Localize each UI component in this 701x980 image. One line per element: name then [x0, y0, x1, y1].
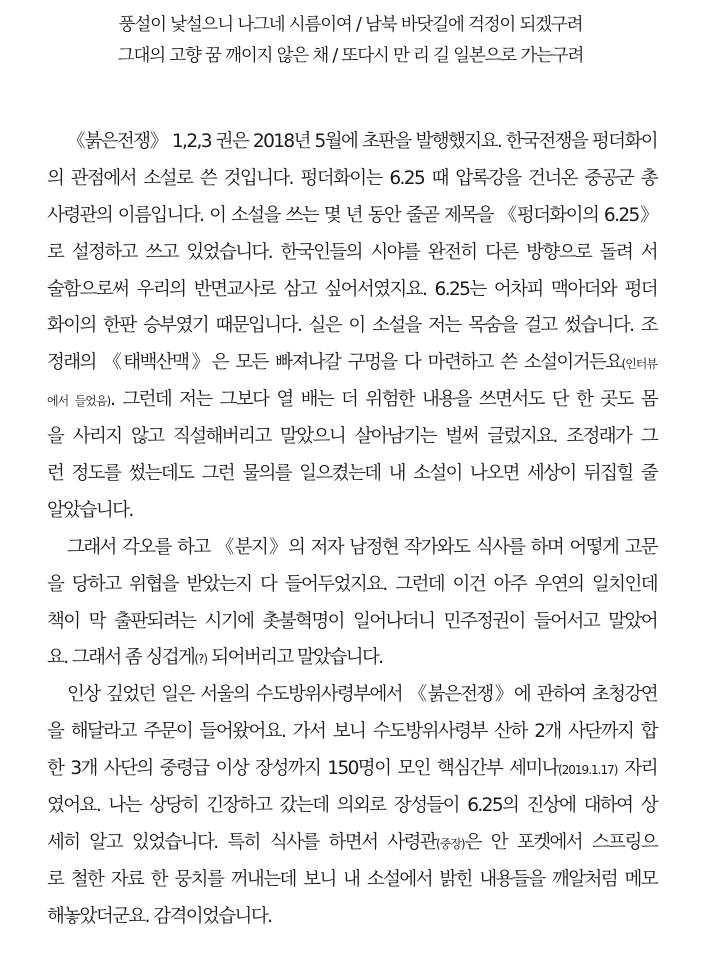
- annotation-note: (중장): [436, 836, 465, 851]
- text-segment: 자리: [617, 758, 658, 780]
- verse-line: 풍설이 낯설으니 나그네 시름이여 / 남북 바닷길에 걱정이 되겠구려: [118, 15, 583, 35]
- paragraph-2: [47, 530, 657, 678]
- paragraph-1: [47, 124, 657, 530]
- annotation-note: (인터뷰: [621, 357, 657, 372]
- text-line: [47, 825, 657, 862]
- text-line: 그래서 각오를 하고 《분지》의 저자 남정현 작가와도 식사를 하며 어떻게 고문: [67, 536, 657, 558]
- text-line: 런 정도를 썼는데도 그런 물의를 일으켰는데 내 소설이 나오면 세상이 뒤집힐 줄: [47, 463, 657, 485]
- text-segment: 되어버리고 말았습니다.: [207, 647, 383, 669]
- text-line: [47, 382, 657, 419]
- text-line: 의 관점에서 소설로 쓴 것입니다. 펑더화이는 6.25 때 압록강을 건너온 중공군 총: [47, 167, 657, 189]
- text-line: [47, 345, 657, 382]
- poem-verse: [0, 10, 701, 72]
- text-segment: . 그런데 저는 그보다 열 배는 더 위험한 내용을 쓰면서도 단 한 곳도 몸: [110, 389, 657, 411]
- text-line: 였어요. 나는 상당히 긴장하고 갔는데 의외로 장성들이 6.25의 진상에 대하여 상: [47, 795, 657, 817]
- text-segment: 한 3개 사단의 중령급 이상 장성까지 150명이 모인 핵심간부 세미나: [47, 758, 558, 780]
- text-segment: 요. 그래서 좀 싱겁게: [47, 647, 195, 669]
- text-line: 을 사리지 않고 직설해버리고 말았으니 살아남기는 벌써 글렀지요. 조정래가 그: [47, 426, 657, 448]
- text-line: 로 철한 자료 한 뭉치를 꺼내는데 보니 내 소설에서 밝힌 내용들을 깨알처럼 메모: [47, 868, 657, 890]
- text-line: 알았습니다.: [47, 499, 133, 521]
- text-line: [47, 751, 657, 788]
- text-line: 사령관의 이름입니다. 이 소설을 쓰는 몇 년 동안 줄곧 제목을 《펑더화이의 6.25》: [47, 204, 657, 226]
- annotation-note: (?): [194, 652, 208, 667]
- text-line: 을 해달라고 주문이 들어왔어요. 가서 보니 수도방위사령부 산하 2개 사단까지 합: [47, 721, 657, 743]
- text-line: [47, 640, 657, 677]
- verse-line: 그대의 고향 꿈 깨이지 않은 채 / 또다시 만 리 길 일본으로 가는구려: [117, 46, 584, 66]
- text-line: 인상 깊었던 일은 서울의 수도방위사령부에서 《붉은전쟁》에 관하여 초청강연: [67, 684, 657, 706]
- text-line: 해놓았더군요. 감격이었습니다.: [47, 905, 272, 927]
- annotation-date: (2019.1.17): [557, 763, 618, 778]
- text-segment: 은 안 포켓에서 스프링으: [464, 831, 657, 853]
- text-segment: 세히 알고 있었습니다. 특히 식사를 하면서 사령관: [47, 831, 437, 853]
- text-line: 《붉은전쟁》 1,2,3 권은 2018년 5월에 초판을 발행했지요. 한국전쟁을 펑더화이: [67, 131, 657, 152]
- text-line: 로 설정하고 쓰고 있었습니다. 한국인들의 시야를 완전히 다른 방향으로 돌려 서: [47, 241, 657, 263]
- text-line: 책이 막 출판되려는 시기에 촛불혁명이 일어나더니 민주정권이 들어서고 말았어: [47, 610, 657, 632]
- annotation-note: 에서 들었음): [47, 394, 111, 409]
- body-text: [47, 124, 657, 936]
- text-segment: 정래의 《태백산맥》은 모든 빠져나갈 구멍을 다 마련하고 쓴 소설이거든요: [47, 352, 622, 374]
- text-line: 을 당하고 위협을 받았는지 다 들어두었지요. 그런데 이건 아주 우연의 일치인데: [47, 573, 657, 595]
- paragraph-3: [47, 677, 657, 935]
- text-line: 술함으로써 우리의 반면교사로 삼고 싶어서였지요. 6.25는 어차피 맥아더와 펑더: [47, 278, 657, 300]
- text-line: 화이의 한판 승부였기 때문입니다. 실은 이 소설을 저는 목숨을 걸고 썼습니다. 조: [47, 315, 657, 337]
